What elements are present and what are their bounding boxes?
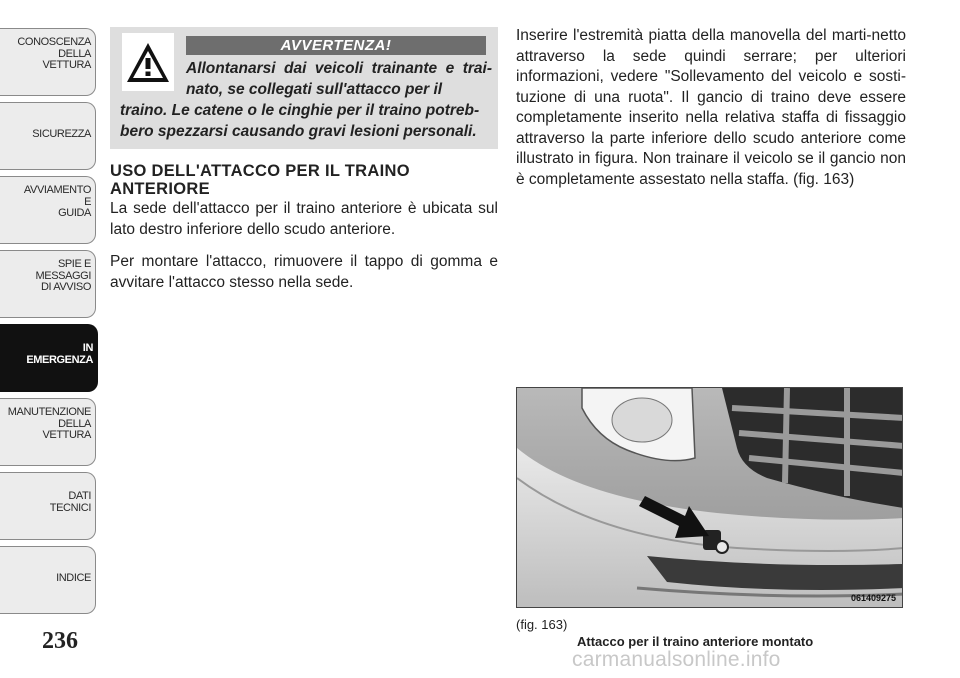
sidebar-tab-label: VETTURA [42,429,91,441]
sidebar-tab-avviamento-e-guida[interactable] [0,176,96,244]
sidebar-tab-label: GUIDA [58,207,91,219]
sidebar-tab-label: MESSAGGI [35,269,91,282]
sidebar-tab-in-emergenza[interactable] [0,324,98,392]
watermark: carmanualsonline.info [572,648,781,671]
sidebar-tab-label: CONOSCENZA [17,36,91,48]
sidebar-tab-label: TECNICI [49,501,91,514]
vehicle-bumper-illustration [517,388,903,608]
warning-text-first: Allontanarsi dai veicoli trainante e trai-nato, se collegati sull'attacco per il [186,60,492,98]
sidebar-tab-label: EMERGENZA [26,353,93,366]
sidebar-tab-manutenzione-della-vettura[interactable] [0,398,96,466]
sidebar-tab-conoscenza-della-vettura[interactable] [0,28,96,96]
paragraph-instructions: Inserire l'estremità piatta della manovella del marti-netto attraverso la sede quindi serrare; per ulteriori informazioni, vedere "Sollevamento del veicolo e sosti-tuzione di una ruota". Il gancio di traino deve essere completamente inserito nella relativa staffa di fissaggio attraverso la parte inferiore dello scudo anteriore come illustrato in figura. Non trainare il veicolo se il gancio non è completamente assestato nella staffa. (fig. 163) [516,27,906,188]
warning-text [120,58,492,142]
figure-tow-hook-photo [516,387,903,608]
warning-box [110,27,498,149]
sidebar-tab-label: MANUTENZIONE [7,406,91,418]
figure-label: (fig. 163) [516,617,568,632]
sidebar-tab-dati-tecnici[interactable] [0,472,96,540]
warning-title: AVVERTENZA! [186,36,486,55]
sidebar-tab-label: SICUREZZA [32,128,91,140]
sidebar-tab-label: DI AVVISO [41,281,91,293]
sidebar-tab-label: AVVIAMENTO [23,184,91,196]
section-title: USO DELL'ATTACCO PER IL TRAINO ANTERIORE [110,162,410,198]
page-number: 236 [42,628,78,654]
sidebar-tab-spie-e-messaggi-di-avviso[interactable] [0,250,96,318]
sidebar-tab-label: INDICE [56,572,91,584]
sidebar-tab-label: DELLA [58,417,91,430]
sidebar-tab-label: DATI [68,490,91,502]
sidebar-tab-label: VETTURA [42,59,91,71]
sidebar-tab-sicurezza[interactable] [0,102,96,170]
sidebar-tab-label: DELLA [58,47,91,60]
paragraph-mounting: Per montare l'attacco, rimuovere il tappo di gomma e avvitare l'attacco stesso nella sede. [110,253,498,291]
figure-caption: Attacco per il traino anteriore montato [577,634,814,649]
sidebar-tab-label: SPIE E [57,258,91,270]
sidebar-tab-label: IN [82,342,93,354]
sidebar-tab-label: E [84,195,91,208]
figure-code: 061409275 [850,593,896,603]
sidebar-tab-indice[interactable] [0,546,96,614]
warning-text-rest: traino. Le catene o le cinghie per il traino potreb-bero spezzarsi causando gravi lesioni personali. [120,102,480,140]
paragraph-location: La sede dell'attacco per il traino anteriore è ubicata sul lato destro inferiore dello scudo anteriore. [110,200,498,238]
